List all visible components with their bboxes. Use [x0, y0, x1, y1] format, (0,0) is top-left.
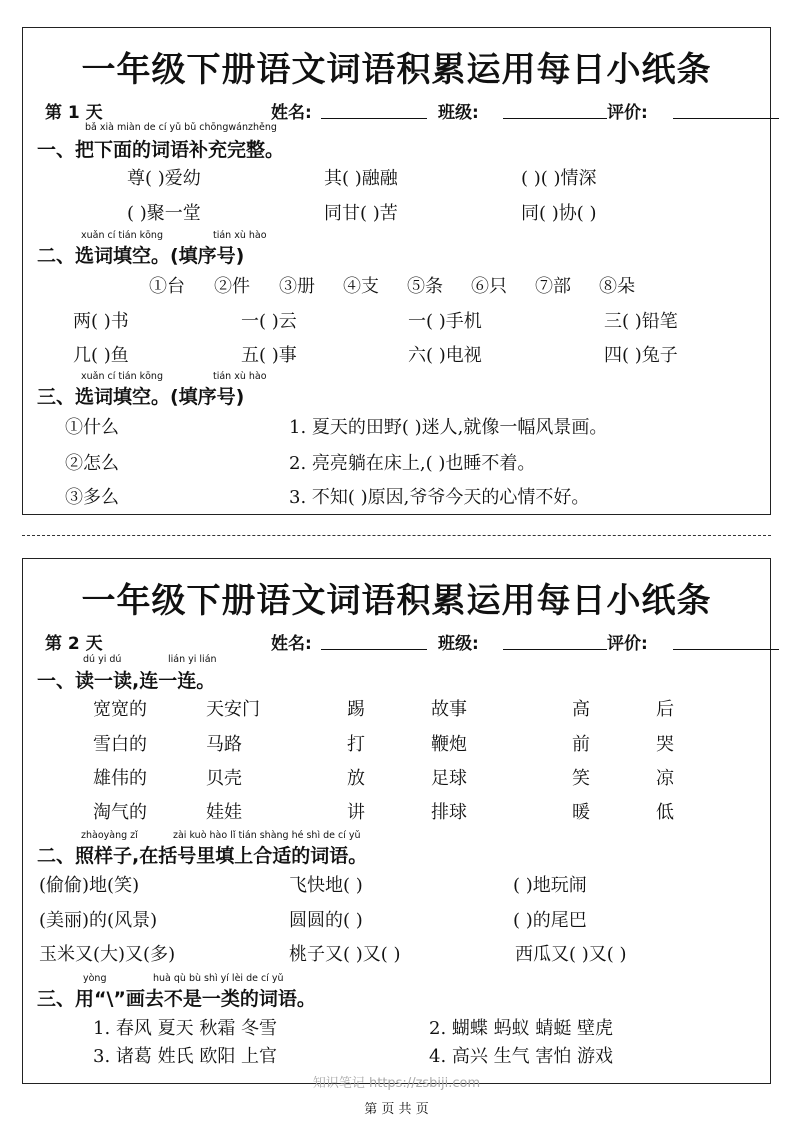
section-pinyin: xuǎn cí tián kōng: [81, 230, 163, 241]
option-item: ⑧朵: [599, 276, 635, 297]
cut-line-divider: [22, 535, 771, 536]
fill-item: 三( )铅笔: [604, 311, 678, 332]
option-item: ⑦部: [535, 276, 571, 297]
fill-item: 同甘( )苦: [324, 203, 398, 224]
match-word: 贝壳: [206, 768, 242, 789]
match-word: 放: [347, 768, 365, 789]
worksheet-day-1: [22, 27, 771, 515]
match-word: 前: [572, 734, 590, 755]
section-heading: 三、选词填空。(填序号): [37, 386, 245, 408]
worksheet-title: 一年级下册语文词语积累运用每日小纸条: [81, 50, 712, 90]
worksheet-title: 一年级下册语文词语积累运用每日小纸条: [81, 581, 712, 621]
fill-item: ( )地玩闹: [513, 875, 587, 896]
section-heading: 二、选词填空。(填序号): [37, 245, 245, 267]
section-pinyin: tián xù hào: [213, 371, 267, 382]
grade-blank[interactable]: [673, 649, 779, 650]
section-pinyin: zài kuò hào lǐ tián shàng hé shì de cí yǔ: [173, 830, 361, 841]
fill-item: 飞快地( ): [289, 875, 363, 896]
section-heading: 一、读一读,连一连。: [37, 670, 216, 692]
word-group: 1. 春风 夏天 秋霜 冬雪: [93, 1018, 278, 1039]
day-label: 第 1 天: [45, 103, 103, 123]
section-pinyin: xuǎn cí tián kōng: [81, 371, 163, 382]
section-pinyin: lián yi lián: [168, 654, 217, 665]
page-footer: 第 页 共 页: [364, 1102, 429, 1117]
sentence: 1. 夏天的田野( )迷人,就像一幅风景画。: [289, 417, 608, 438]
option-item: ⑥只: [471, 276, 507, 297]
section-pinyin: dú yi dú: [83, 654, 122, 665]
match-word: 故事: [431, 699, 467, 720]
class-blank[interactable]: [503, 649, 607, 650]
example-item: (偷偷)地(笑): [39, 875, 140, 896]
class-blank[interactable]: [503, 118, 607, 119]
match-word: 暖: [572, 802, 590, 823]
option-item: ④支: [343, 276, 379, 297]
section-pinyin: huà qù bù shì yí lèi de cí yǔ: [153, 973, 284, 984]
fill-item: 其( )融融: [324, 168, 398, 189]
fill-item: 一( )手机: [408, 311, 482, 332]
worksheet-day-2: [22, 558, 771, 1084]
match-word: 笑: [572, 768, 590, 789]
word-group: 4. 高兴 生气 害怕 游戏: [429, 1046, 614, 1067]
name-blank[interactable]: [321, 118, 427, 119]
match-word: 淘气的: [93, 802, 147, 823]
match-word: 天安门: [206, 699, 260, 720]
word-option: ③多么: [65, 487, 119, 508]
match-word: 踢: [347, 699, 365, 720]
name-label: 姓名:: [271, 634, 312, 654]
fill-item: 六( )电视: [408, 345, 482, 366]
match-word: 高: [572, 699, 590, 720]
example-item: (美丽)的(风景): [39, 910, 158, 931]
fill-item: ( )( )情深: [521, 168, 597, 189]
option-item: ⑤条: [407, 276, 443, 297]
section-pinyin: yòng: [83, 973, 107, 984]
word-option: ②怎么: [65, 453, 119, 474]
match-word: 讲: [347, 802, 365, 823]
match-word: 排球: [431, 802, 467, 823]
match-word: 足球: [431, 768, 467, 789]
fill-item: 一( )云: [241, 311, 297, 332]
section-heading: 二、照样子,在括号里填上合适的词语。: [37, 845, 368, 867]
word-group: 2. 蝴蝶 蚂蚁 蜻蜓 壁虎: [429, 1018, 614, 1039]
match-word: 打: [347, 734, 365, 755]
match-word: 马路: [206, 734, 242, 755]
fill-item: 西瓜又( )又( ): [515, 944, 627, 965]
name-blank[interactable]: [321, 649, 427, 650]
fill-item: 两( )书: [73, 311, 129, 332]
grade-label: 评价:: [607, 634, 648, 654]
class-label: 班级:: [438, 103, 479, 123]
match-word: 后: [656, 699, 674, 720]
section-pinyin: tián xù hào: [213, 230, 267, 241]
class-label: 班级:: [438, 634, 479, 654]
fill-item: 桃子又( )又( ): [289, 944, 401, 965]
fill-item: 圆圆的( ): [289, 910, 363, 931]
section-heading: 三、用“\”画去不是一类的词语。: [37, 988, 316, 1010]
match-word: 雄伟的: [93, 768, 147, 789]
section-heading: 一、把下面的词语补充完整。: [37, 139, 285, 161]
sentence: 3. 不知( )原因,爷爷今天的心情不好。: [289, 487, 590, 508]
option-item: ②件: [214, 276, 250, 297]
fill-item: 尊( )爱幼: [127, 168, 201, 189]
match-word: 凉: [656, 768, 674, 789]
sentence: 2. 亮亮躺在床上,( )也睡不着。: [289, 453, 536, 474]
match-word: 雪白的: [93, 734, 147, 755]
fill-item: ( )聚一堂: [127, 203, 201, 224]
word-group: 3. 诸葛 姓氏 欧阳 上官: [93, 1046, 278, 1067]
match-word: 鞭炮: [431, 734, 467, 755]
section-pinyin: zhàoyàng zǐ: [81, 830, 138, 841]
fill-item: 四( )兔子: [604, 345, 678, 366]
day-label: 第 2 天: [45, 634, 103, 654]
student-info-row: [45, 629, 757, 653]
fill-item: 同( )协( ): [521, 203, 597, 224]
name-label: 姓名:: [271, 103, 312, 123]
student-info-row: [45, 98, 757, 122]
example-item: 玉米又(大)又(多): [39, 944, 176, 965]
fill-item: 五( )事: [241, 345, 297, 366]
match-word: 低: [656, 802, 674, 823]
fill-item: ( )的尾巴: [513, 910, 587, 931]
option-item: ①台: [149, 276, 185, 297]
section-pinyin: bǎ xià miàn de cí yǔ bǔ chōngwánzhěng: [85, 122, 277, 133]
grade-blank[interactable]: [673, 118, 779, 119]
match-word: 宽宽的: [93, 699, 147, 720]
watermark: 知识笔记 https://zsbiji.com: [312, 1076, 481, 1091]
grade-label: 评价:: [607, 103, 648, 123]
match-word: 哭: [656, 734, 674, 755]
match-word: 娃娃: [206, 802, 242, 823]
option-item: ③册: [279, 276, 315, 297]
word-option: ①什么: [65, 417, 119, 438]
fill-item: 几( )鱼: [73, 345, 129, 366]
